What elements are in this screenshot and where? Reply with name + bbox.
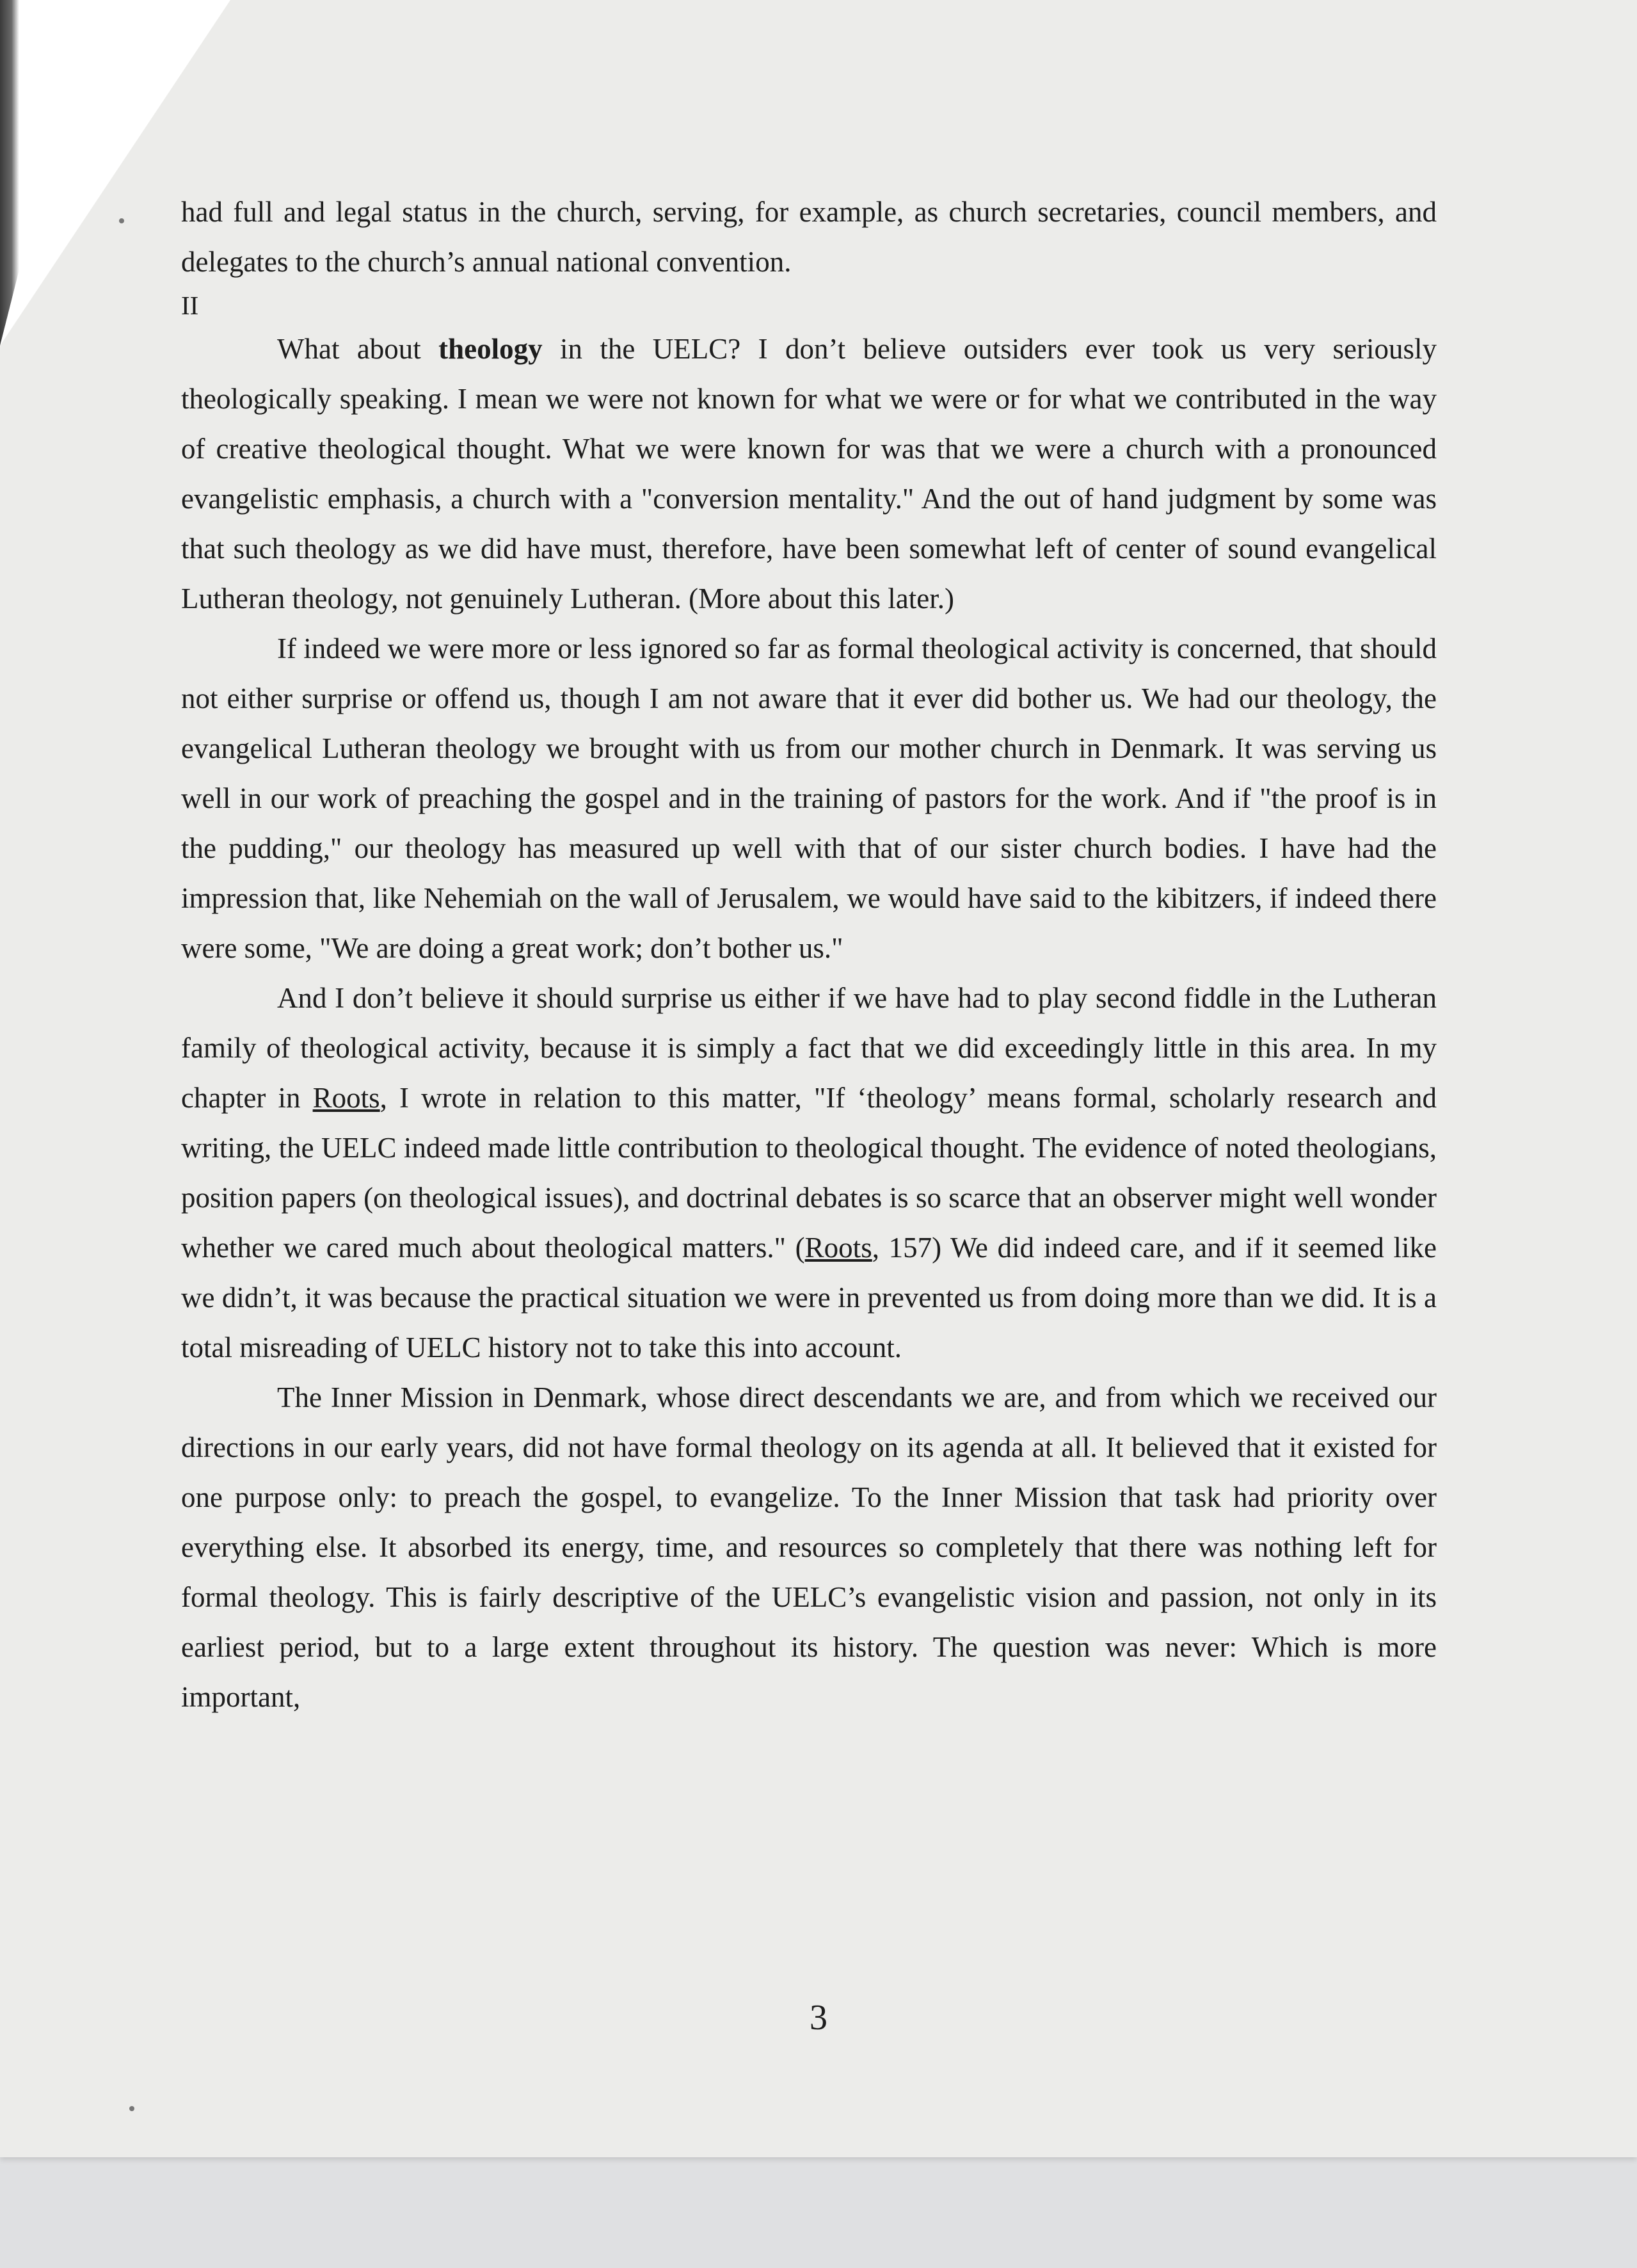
paragraph: If indeed we were more or less ignored so far as formal theological activity is concerned, that should not either surprise or offend us, though I am not aware that it ever did bother us. We had our theology, the evangelical Lutheran theology we brought with us from our mother church in Denmark. It was serving us well in our work of preaching the gospel and in the training of pastors for the work. And if "the proof is in the pudding," our theology has measured up well with that of our sister church bodies. I have had the impression that, like Nehemiah on the wall of Jerusalem, we would have said to the kibitzers, if indeed there were some, "We are doing a great work; don’t bother us." <box>181 632 1437 964</box>
page-number: 3 <box>810 1998 827 2038</box>
body-text <box>181 187 1437 1722</box>
paragraph <box>181 324 1437 623</box>
text-run: And I don’t believe it should surprise us either if we have had to play second fiddle in the Lutheran family of theological activity, because it is simply a fact that we did exceedingly little in this area. In my chapter in <box>181 982 1437 1114</box>
text-run: What about <box>277 333 439 365</box>
paragraph: The Inner Mission in Denmark, whose direct descendants we are, and from which we received our directions in our early years, did not have formal theology on its agenda at all. It believed that it existed for one purpose only: to preach the gospel, to evangelize. To the Inner Mission that task had priority over everything else. It absorbed its energy, time, and resources so completely that there was nothing left for formal theology. This is fairly descriptive of the UELC’s evangelistic vision and passion, not only in its earliest period, but to a large extent throughout its history. The question was never: Which is more important, <box>181 1381 1437 1713</box>
paragraph <box>181 973 1437 1372</box>
book-title-roots: Roots <box>312 1082 380 1114</box>
section-numeral: II <box>181 291 199 320</box>
text-run: , I wrote in relation to this matter, "If ‘theology’ means formal, scholarly research and writing, the UELC indeed made little contribution to theological thought. The evidence of noted theologians, position papers (on theological issues), and doctrinal debates is so scarce that an observer might well wonder whether we cared much about theological matters." ( <box>181 1082 1437 1264</box>
paragraph: had full and legal status in the church, serving, for example, as church secretaries, council members, and delegates to the church’s annual national convention. <box>181 196 1437 278</box>
bold-term: theology <box>438 333 543 365</box>
paper-speck <box>119 218 124 223</box>
text-run: , 157) We did indeed care, and if it seemed like we didn’t, it was because the practical situation we were in prevented us from doing more than we did. It is a total misreading of UELC history not to take this into account. <box>181 1232 1437 1363</box>
paper-speck <box>129 2106 134 2111</box>
text-run: in the UELC? I don’t believe outsiders ever took us very seriously theologically speaking. I mean we were not known for what we were or for what we contributed in the way of creative theological thought. What we were known for was that we were a church with a pronounced evangelistic emphasis, a church with a "conversion mentality." And the out of hand judgment by some was that such theology as we did have must, therefore, have been somewhat left of center of sound evangelical Lutheran theology, not genuinely Lutheran. (More about this later.) <box>181 333 1437 615</box>
book-title-roots: Roots <box>804 1232 872 1264</box>
